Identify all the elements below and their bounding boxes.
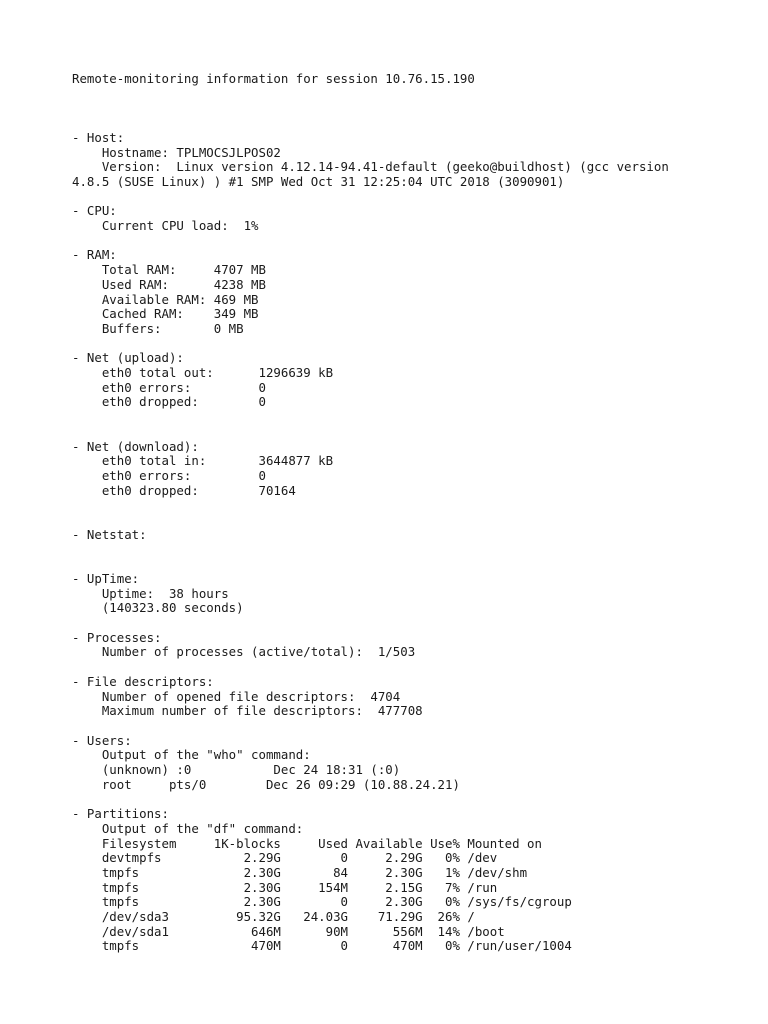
open-fd-line: Number of opened file descriptors: 4704 [72,688,401,704]
who-row: root pts/0 Dec 26 09:29 (10.88.24.21) [72,776,460,792]
uptime-hours-line: Uptime: 38 hours [72,585,229,601]
who-row: (unknown) :0 Dec 24 18:31 (:0) [72,762,401,778]
uptime-heading: - UpTime: [72,570,140,586]
kernel-version-line: Version: Linux version 4.12.14-94.41-default (geeko@buildhost) (gcc version [72,159,669,175]
ram-buffers-line: Buffers: 0 MB [72,320,244,336]
uptime-seconds-line: (140323.80 seconds) [72,600,244,616]
df-row: tmpfs 2.30G 84 2.30G 1% /dev/shm [72,864,528,880]
processes-heading: - Processes: [72,629,162,645]
cpu-load-line: Current CPU load: 1% [72,218,259,234]
file-descriptors-heading: - File descriptors: [72,673,214,689]
ram-heading: - RAM: [72,247,117,263]
report-title: Remote-monitoring information for session 10.76.15.190 [72,71,475,86]
who-intro-line: Output of the "who" command: [72,747,311,763]
df-row: devtmpfs 2.29G 0 2.29G 0% /dev [72,850,498,866]
upload-errors-line: eth0 errors: 0 [72,379,266,395]
df-header-row: Filesystem 1K-blocks Used Available Use% Mounted on [72,835,542,851]
df-row: tmpfs 2.30G 0 2.30G 0% /sys/fs/cgroup [72,894,572,910]
hostname-line: Hostname: TPLMOCSJLPOS02 [72,144,281,160]
ram-cached-line: Cached RAM: 349 MB [72,306,259,322]
download-dropped-line: eth0 dropped: 70164 [72,482,296,498]
df-intro-line: Output of the "df" command: [72,820,304,836]
processes-count-line: Number of processes (active/total): 1/503 [72,644,416,660]
ram-total-line: Total RAM: 4707 MB [72,262,266,278]
download-total-line: eth0 total in: 3644877 kB [72,453,334,469]
ram-available-line: Available RAM: 469 MB [72,291,259,307]
kernel-version-line-continued: 4.8.5 (SUSE Linux) ) #1 SMP Wed Oct 31 12:25:04 UTC 2018 (3090901) [72,173,565,189]
netstat-heading: - Netstat: [72,526,147,542]
upload-dropped-line: eth0 dropped: 0 [72,394,266,410]
net-upload-heading: - Net (upload): [72,350,184,366]
download-errors-line: eth0 errors: 0 [72,467,266,483]
users-heading: - Users: [72,732,132,748]
ram-used-line: Used RAM: 4238 MB [72,276,266,292]
df-row: /dev/sda1 646M 90M 556M 14% /boot [72,923,505,939]
partitions-heading: - Partitions: [72,806,169,822]
max-fd-line: Maximum number of file descriptors: 477708 [72,703,423,719]
host-heading: - Host: [72,129,125,145]
df-row: tmpfs 470M 0 470M 0% /run/user/1004 [72,938,572,954]
cpu-heading: - CPU: [72,203,117,219]
net-download-heading: - Net (download): [72,438,199,454]
df-row: tmpfs 2.30G 154M 2.15G 7% /run [72,879,498,895]
df-row: /dev/sda3 95.32G 24.03G 71.29G 26% / [72,909,475,925]
monitoring-report [72,72,762,954]
upload-total-line: eth0 total out: 1296639 kB [72,365,334,381]
